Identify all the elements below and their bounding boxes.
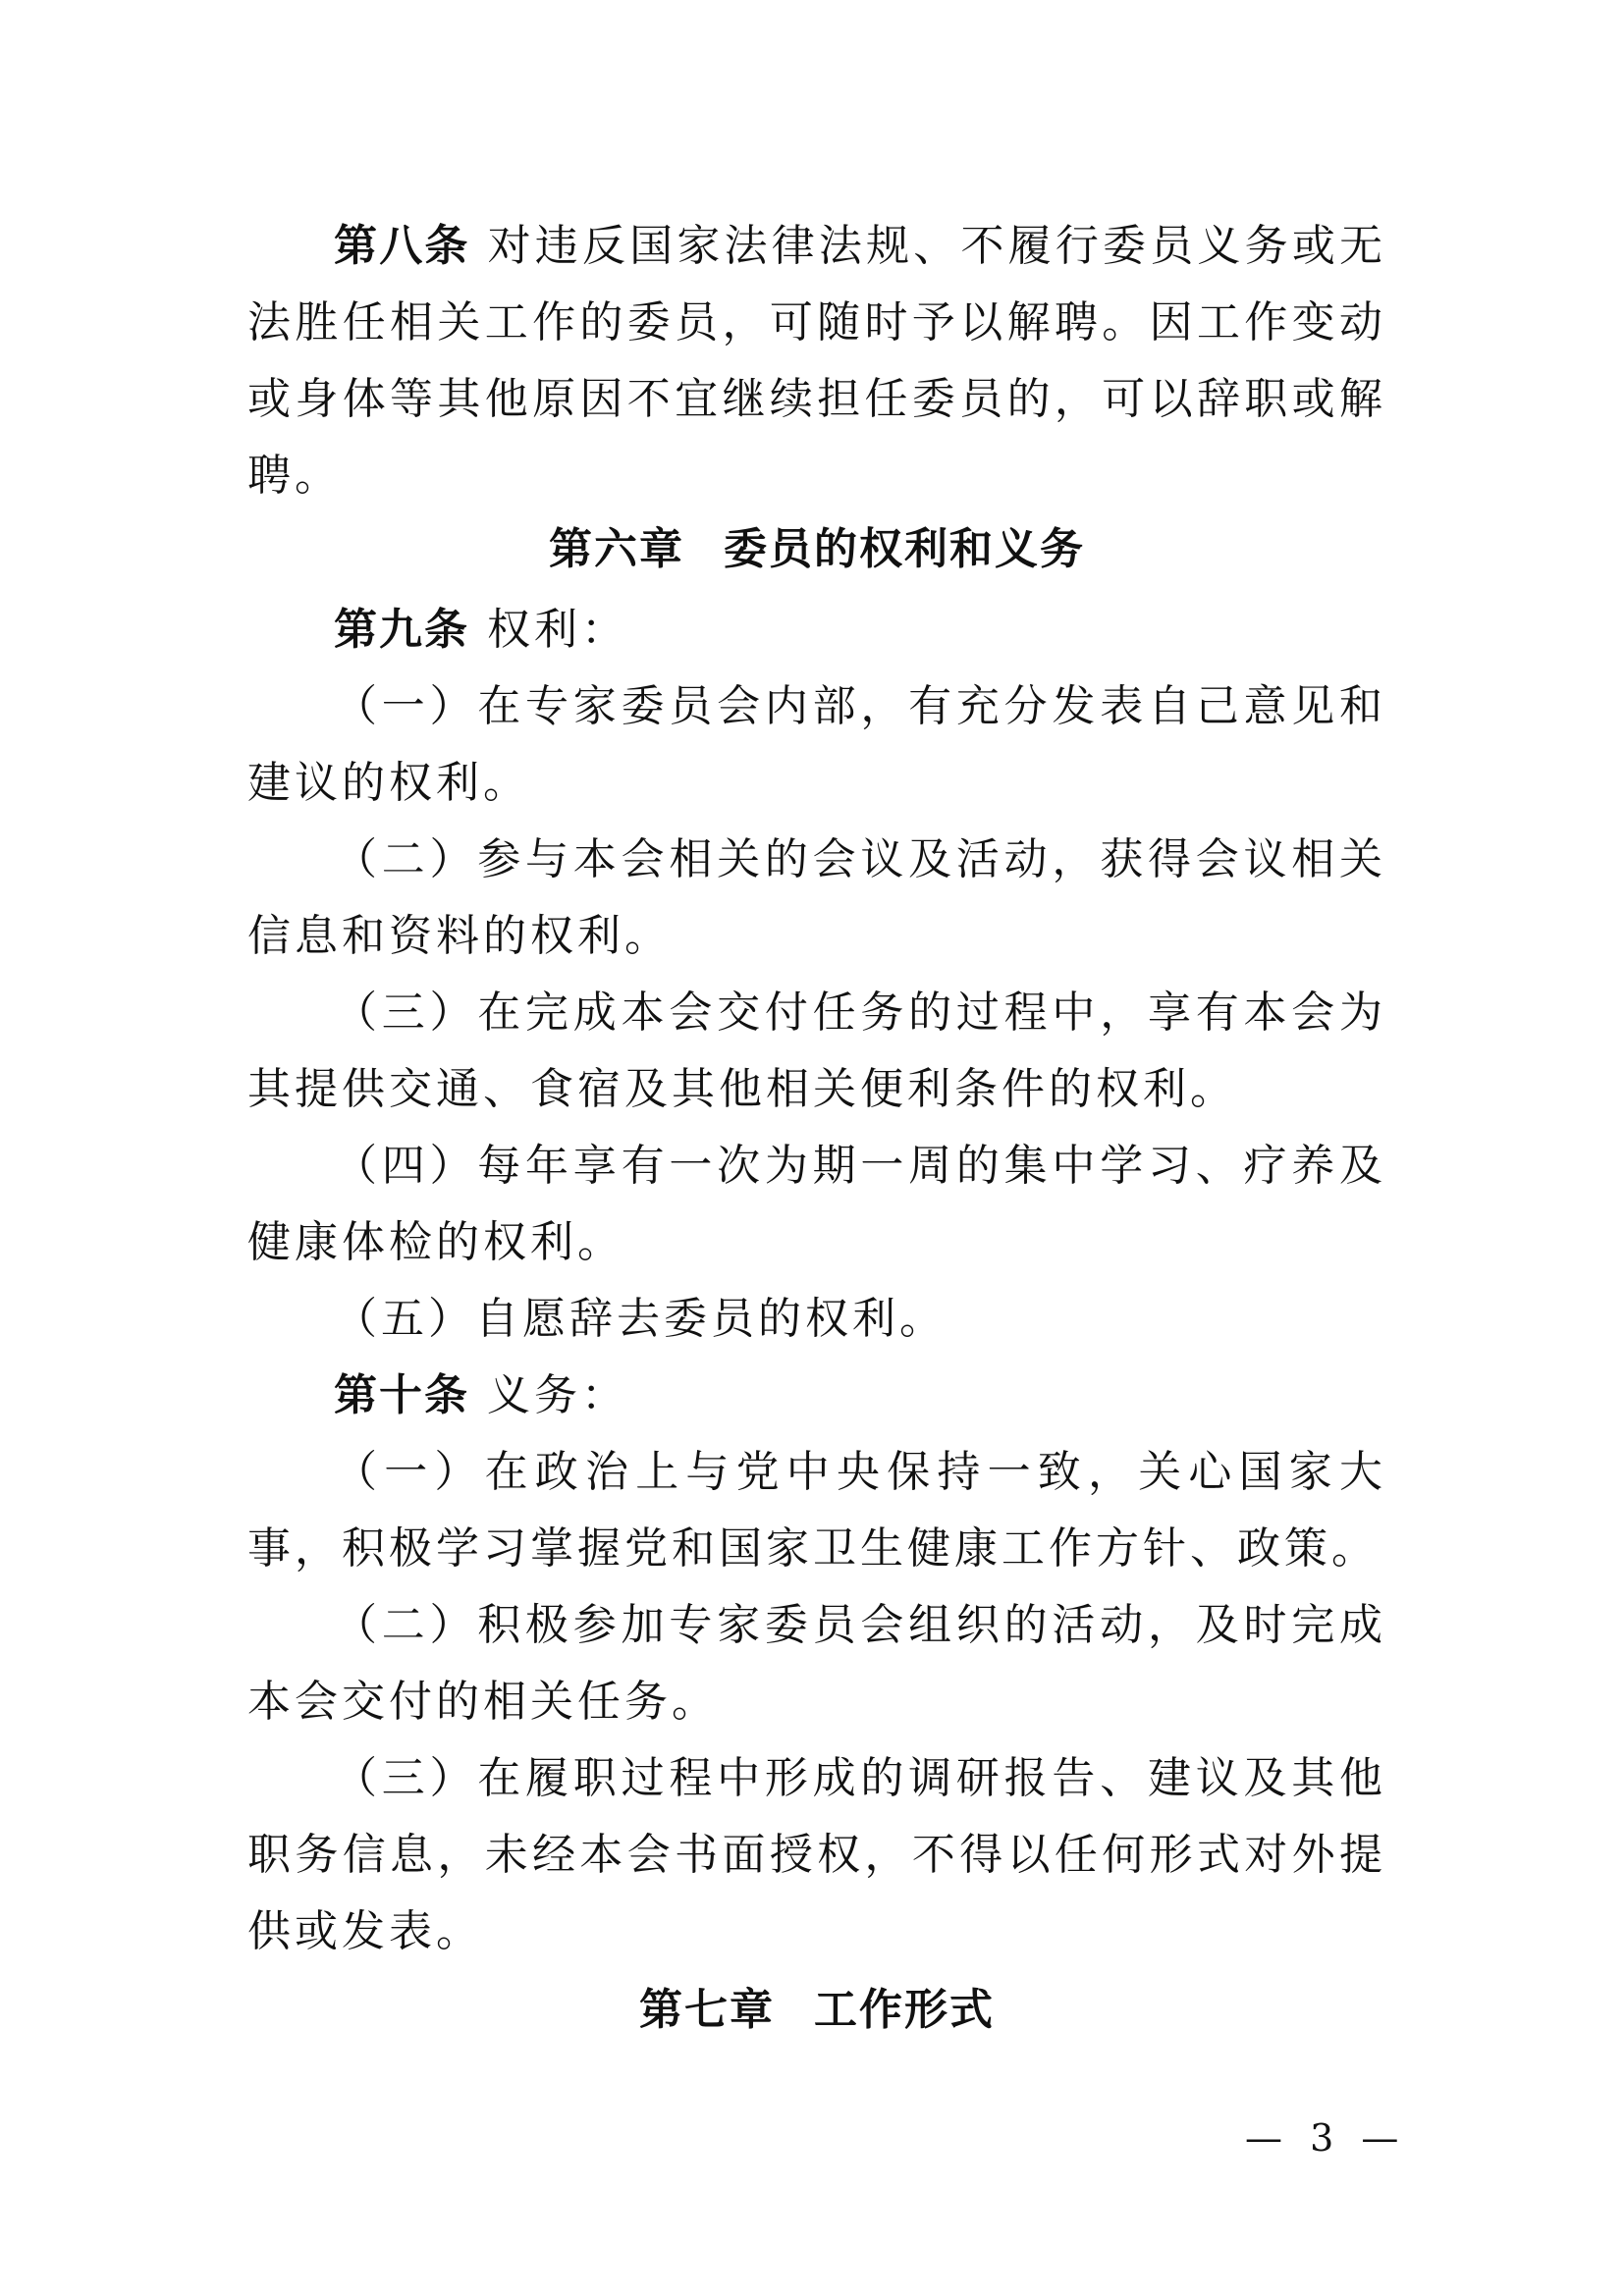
page-number: — 3 — (1245, 2116, 1407, 2160)
article-8 (247, 208, 1386, 514)
article-8-text: 对违反国家法律法规、不履行委员义务或无法胜任相关工作的委员，可随时予以解聘。因工作变动或身体等其他原因不宜继续担任委员的，可以辞职或解聘。 (247, 221, 1387, 501)
article-9-item-2: （二）参与本会相关的会议及活动，获得会议相关信息和资料的权利。 (247, 834, 1386, 961)
article-10-item-3: （三）在履职过程中形成的调研报告、建议及其他职务信息，未经本会书面授权，不得以任何形式对外提供或发表。 (247, 1753, 1386, 1956)
chapter-7-title: 工作形式 (814, 1985, 995, 2035)
article-10-item-2: （二）积极参加专家委员会组织的活动，及时完成本会交付的相关任务。 (247, 1600, 1386, 1727)
article-9-item-3: （三）在完成本会交付任务的过程中，享有本会为其提供交通、食宿及其他相关便利条件的权利。 (247, 988, 1386, 1114)
article-10-label: 第十条 (334, 1370, 469, 1420)
article-9-item-1: （一）在专家委员会内部，有充分发表自己意见和建议的权利。 (247, 681, 1386, 808)
article-9 (247, 592, 1386, 668)
article-10-text: 义务： (487, 1370, 628, 1420)
article-10-item-1: （一）在政治上与党中央保持一致，关心国家大事，积极学习掌握党和国家卫生健康工作方针、政策。 (247, 1447, 1386, 1574)
chapter-7-number: 第七章 (639, 1985, 775, 2035)
chapter-6-number: 第六章 (549, 524, 684, 574)
article-9-item-5: （五）自愿辞去委员的权利。 (334, 1294, 947, 1344)
article-10 (247, 1358, 1386, 1434)
chapter-7-heading (247, 1981, 1386, 2040)
chapter-6-heading (247, 520, 1386, 579)
article-9-item-4: （四）每年享有一次为期一周的集中学习、疗养及健康体检的权利。 (247, 1141, 1386, 1267)
chapter-6-title: 委员的权利和义务 (724, 524, 1085, 574)
article-9-label: 第九条 (334, 605, 469, 655)
article-8-label: 第八条 (334, 221, 470, 271)
article-9-text: 权利： (487, 605, 628, 655)
